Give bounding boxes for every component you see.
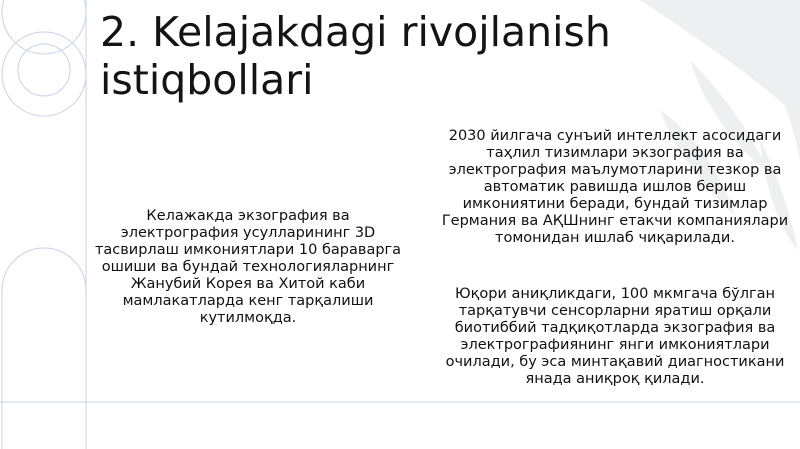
decor-circle-small: [18, 44, 70, 96]
decor-circle-top: [2, 0, 86, 54]
left-paragraph: Келажакда экзография ва электрография усулларининг 3D тасвирлаш имкониятлари 10 бараварга ошиши ва бундай технологияларнинг Жанубий Корея ва Хитой каби мамлакатларда кенг тарқалиши кутилмоқда.: [94, 208, 402, 326]
decor-circle-mid: [2, 32, 86, 116]
slide-title-line-1: 2. Kelajakdagi rivojlanish: [100, 8, 611, 56]
slide-title-line-2: istiqbollari: [100, 56, 314, 104]
right-paragraph-1: 2030 йилгача сунъий интеллект асосидаги таҳлил тизимлари экзография ва электрография маълумотларини тезкор ва автоматик равишда ишлов бериш имкониятини беради, бундай тизимлар Германия ва АҚШнинг етакчи компаниялари томонидан ишлаб чиқарилади.: [441, 128, 789, 246]
decor-arch-bottom: [2, 248, 86, 449]
slide-title: [100, 8, 660, 104]
right-paragraph-2: Юқори аниқликдаги, 100 мкмгача бўлган тарқатувчи сенсорларни яратиш орқали биотиббий тадқиқотларда экзография ва электрографиянинг янги имкониятлари очилади, бу эса минтақавий диагностикани янада аниқроқ қилади.: [445, 286, 785, 387]
